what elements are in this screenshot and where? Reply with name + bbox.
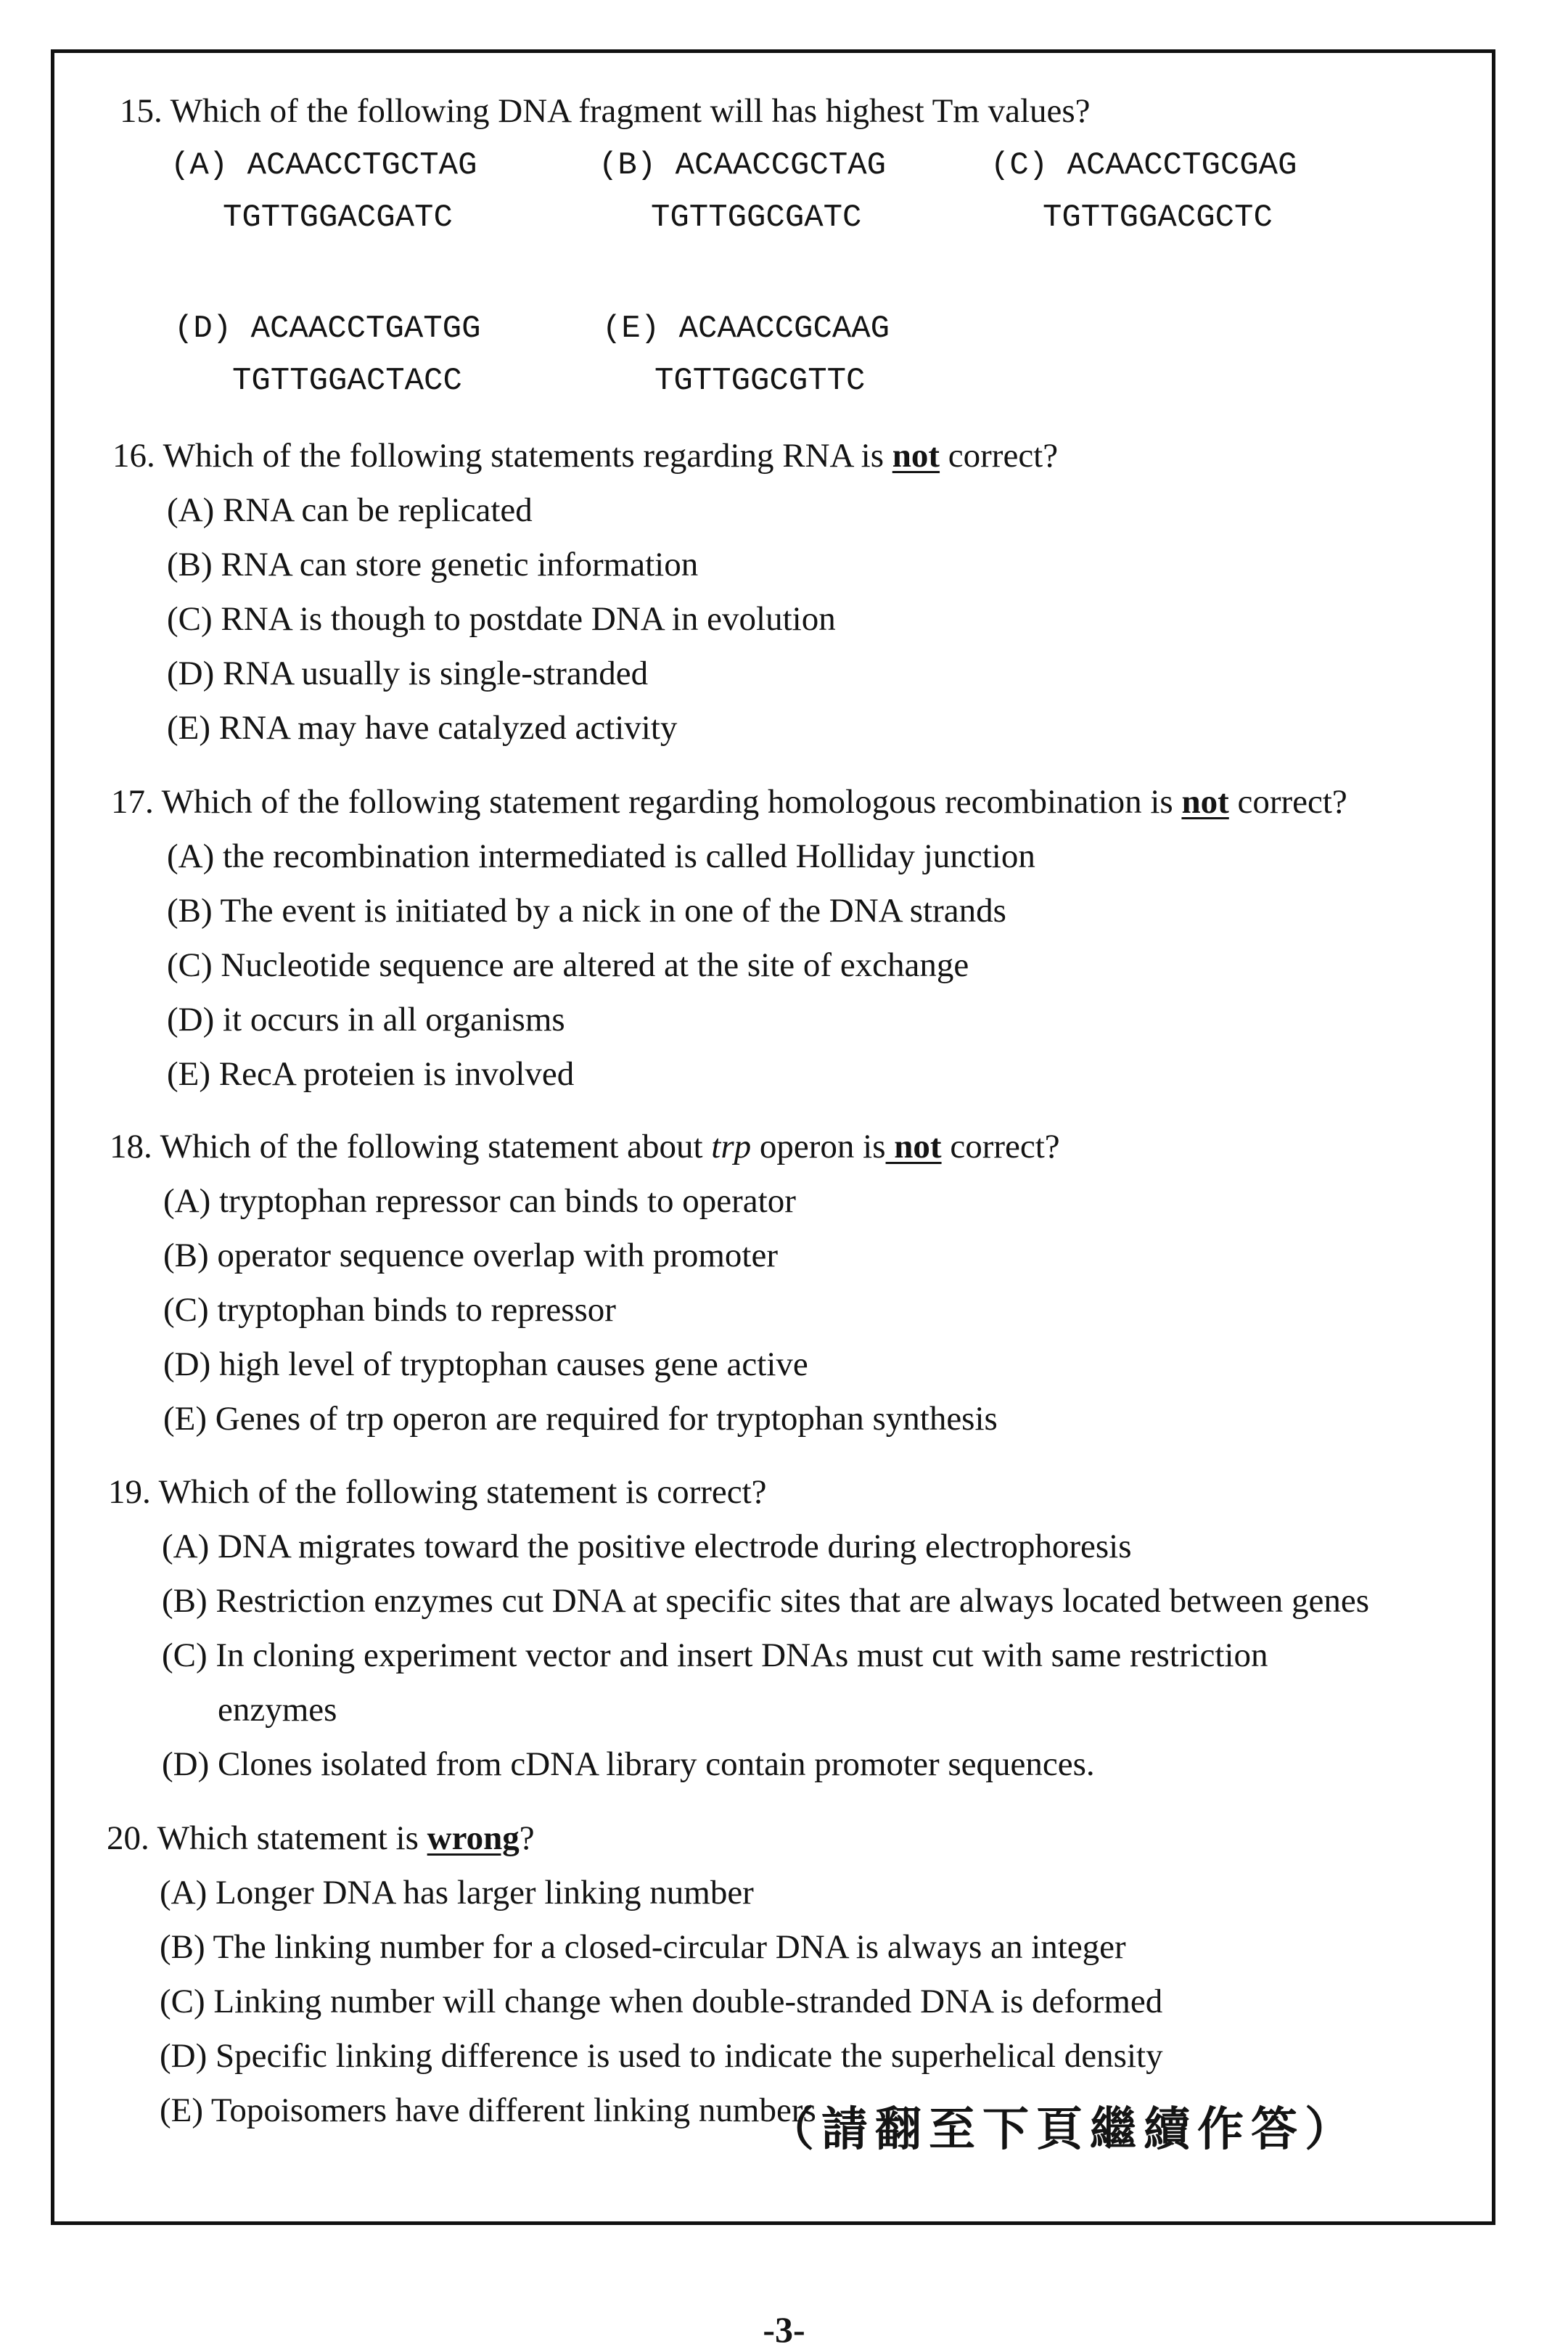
q15-option-a-top: (A) ACAACCTGCTAG — [171, 147, 477, 184]
q18-option-c: (C) tryptophan binds to repressor — [163, 1291, 616, 1329]
q17-option-e: (E) RecA proteien is involved — [167, 1055, 575, 1093]
q20-option-e: (E) Topoisomers have different linking numbers — [160, 2091, 816, 2129]
q17-emphasis: not — [1181, 783, 1229, 821]
q15-option-b-top: (B) ACAACCGCTAG — [599, 147, 887, 184]
q16-option-c: (C) RNA is though to postdate DNA in evolution — [167, 600, 836, 638]
q16-option-a: (A) RNA can be replicated — [167, 491, 533, 529]
q20-option-d: (D) Specific linking difference is used to indicate the superhelical density — [160, 2037, 1163, 2075]
q15-stem: 15. Which of the following DNA fragment will has highest Tm values? — [120, 92, 1091, 130]
q18-option-e: (E) Genes of trp operon are required for tryptophan synthesis — [163, 1400, 998, 1438]
q18-trp-italic: trp — [711, 1128, 752, 1165]
q18-stem: 18. Which of the following statement about trp operon is not correct? — [110, 1128, 1060, 1165]
q15-option-a-bottom: TGTTGGACGATC — [223, 200, 453, 236]
q15-option-d-top: (D) ACAACCTGATGG — [174, 311, 481, 347]
q18-emphasis: not — [885, 1128, 942, 1165]
q16-option-b: (B) RNA can store genetic information — [167, 546, 699, 583]
q19-option-c: (C) In cloning experiment vector and insert DNAs must cut with same restriction — [162, 1636, 1268, 1674]
q19-option-a: (A) DNA migrates toward the positive electrode during electrophoresis — [162, 1528, 1132, 1565]
q15-option-c-bottom: TGTTGGACGCTC — [1043, 200, 1273, 236]
q16-option-e: (E) RNA may have catalyzed activity — [167, 709, 678, 747]
q18-option-a: (A) tryptophan repressor can binds to operator — [163, 1182, 796, 1220]
q19-stem: 19. Which of the following statement is correct? — [108, 1473, 767, 1511]
q15-option-e-top: (E) ACAACCGCAAG — [602, 311, 890, 347]
q17-option-d: (D) it occurs in all organisms — [167, 1001, 565, 1038]
continue-next-page-note: （請翻至下頁繼續作答） — [768, 2103, 1358, 2157]
q15-option-d-bottom: TGTTGGACTACC — [232, 363, 462, 399]
q16-option-d: (D) RNA usually is single-stranded — [167, 655, 649, 692]
q19-option-b: (B) Restriction enzymes cut DNA at specific sites that are always located between genes — [162, 1582, 1370, 1620]
q17-option-c: (C) Nucleotide sequence are altered at the site of exchange — [167, 946, 969, 984]
q17-option-a: (A) the recombination intermediated is called Holliday junction — [167, 837, 1035, 875]
q19-option-d: (D) Clones isolated from cDNA library contain promoter sequences. — [162, 1745, 1095, 1783]
q15-option-b-bottom: TGTTGGCGATC — [651, 200, 862, 236]
exam-page-frame — [51, 49, 1495, 2225]
q20-stem: 20. Which statement is wrong? — [107, 1819, 535, 1857]
q20-emphasis: wrong — [427, 1819, 520, 1857]
page-number: -3- — [763, 2309, 805, 2350]
q19-option-c-continued: enzymes — [218, 1691, 337, 1729]
q20-option-b: (B) The linking number for a closed-circular DNA is always an integer — [160, 1928, 1126, 1966]
q15-option-c-top: (C) ACAACCTGCGAG — [990, 147, 1297, 184]
q17-stem: 17. Which of the following statement regarding homologous recombination is not correct? — [111, 783, 1347, 821]
q15-option-e-bottom: TGTTGGCGTTC — [654, 363, 866, 399]
q20-option-c: (C) Linking number will change when double-stranded DNA is deformed — [160, 1983, 1163, 2020]
q16-emphasis: not — [892, 437, 940, 475]
q20-option-a: (A) Longer DNA has larger linking number — [160, 1874, 754, 1911]
q18-option-d: (D) high level of tryptophan causes gene active — [163, 1345, 808, 1383]
q16-stem: 16. Which of the following statements regarding RNA is not correct? — [112, 437, 1059, 475]
q18-option-b: (B) operator sequence overlap with promoter — [163, 1237, 778, 1274]
q17-option-b: (B) The event is initiated by a nick in one of the DNA strands — [167, 892, 1006, 930]
